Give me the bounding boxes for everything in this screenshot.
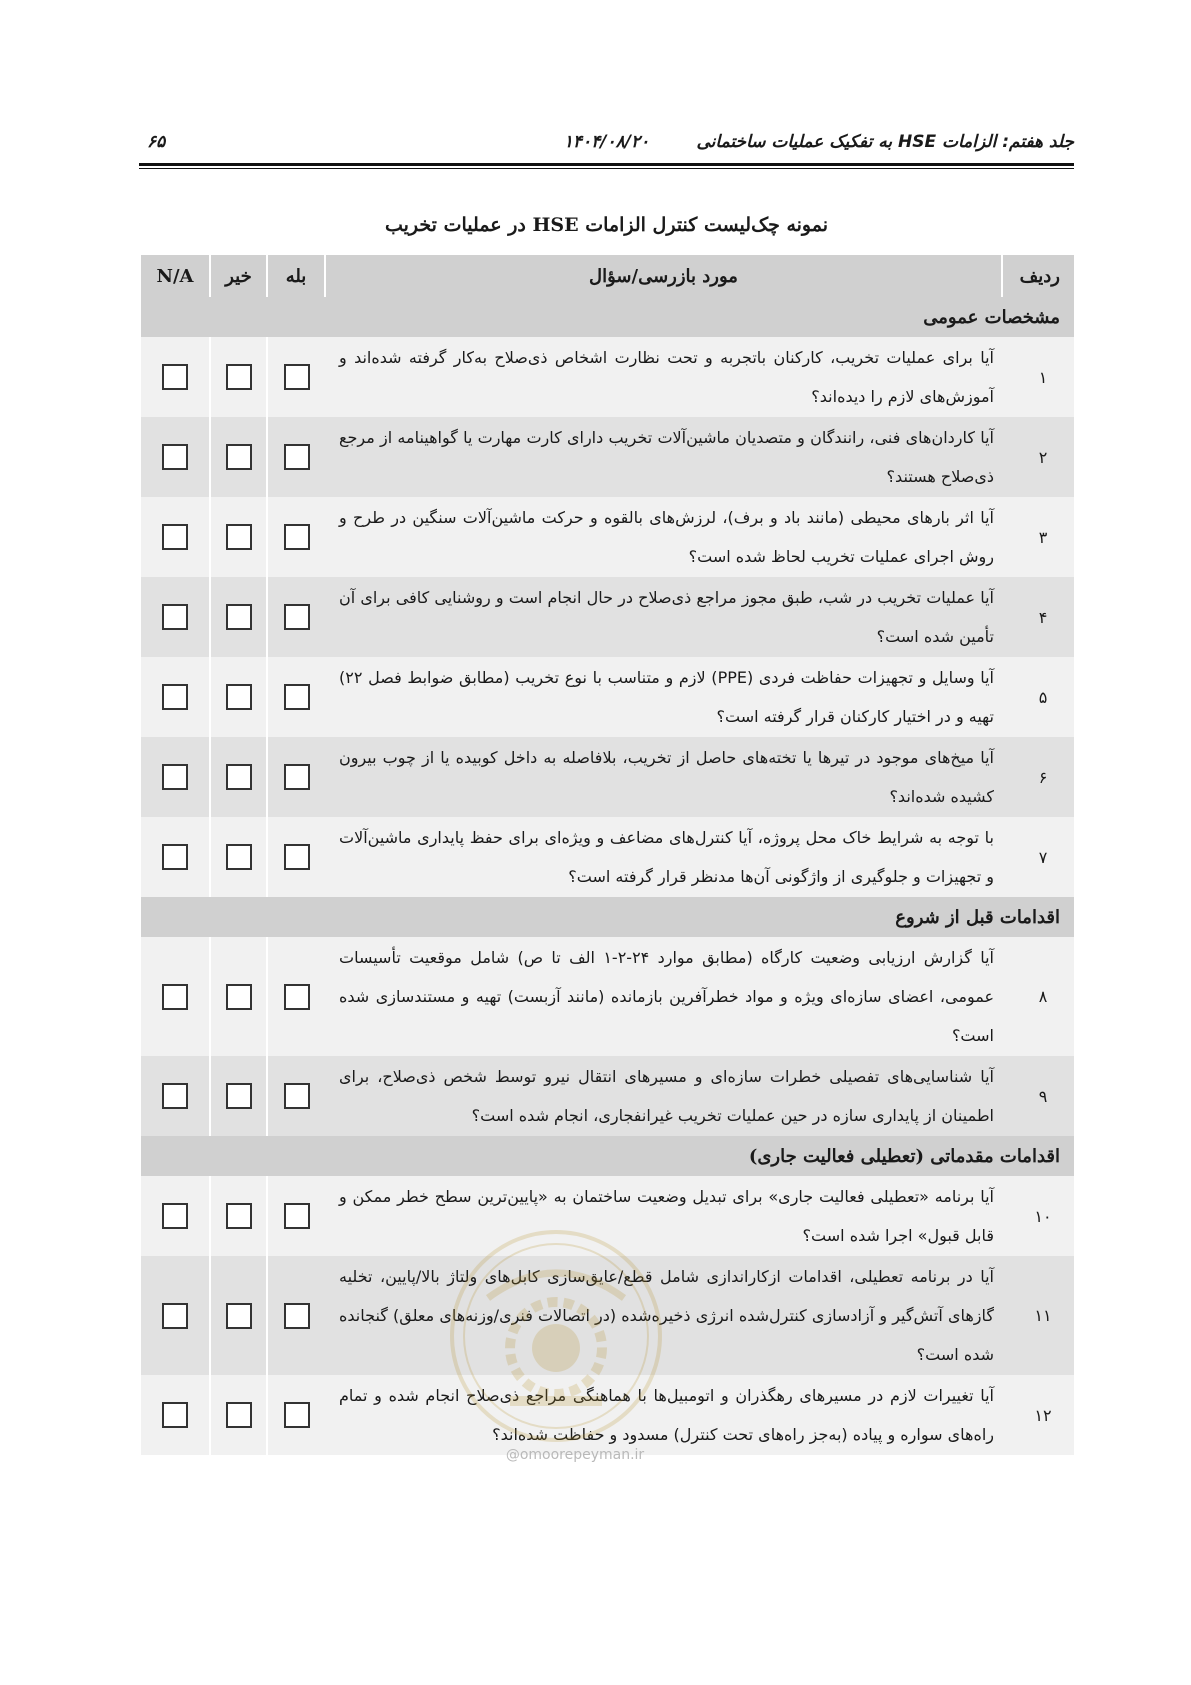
column-header-no: خیر [210, 255, 267, 297]
page-number: ۶۵ [147, 132, 166, 152]
na-checkbox[interactable] [162, 604, 188, 630]
row-number: ۳ [1002, 497, 1074, 577]
row-number: ۲ [1002, 417, 1074, 497]
table-row [141, 817, 1074, 897]
table-row [141, 1375, 1074, 1455]
watermark-url: @omoorepeyman.ir [505, 1447, 645, 1463]
no-checkbox[interactable] [226, 524, 252, 550]
yes-checkbox[interactable] [284, 844, 310, 870]
yes-checkbox[interactable] [284, 1203, 310, 1229]
column-header-question: مورد بازرسی/سؤال [325, 255, 1002, 297]
running-header [139, 128, 1074, 158]
checklist-title: نمونه چک‌لیست کنترل الزامات HSE در عملیات تخریب [384, 214, 829, 236]
section-row [141, 897, 1074, 937]
book-title: جلد هفتم: الزامات HSE به تفکیک عملیات ساختمانی [696, 132, 1074, 152]
na-checkbox[interactable] [162, 1402, 188, 1428]
question-text: آیا برنامه «تعطیلی فعالیت جاری» برای تبدیل وضعیت ساختمان به «پایین‌ترین سطح خطر ممکن و قابل قبول» اجرا شده است؟ [339, 1187, 994, 1245]
na-checkbox[interactable] [162, 364, 188, 390]
yes-checkbox[interactable] [284, 524, 310, 550]
na-checkbox[interactable] [162, 844, 188, 870]
no-checkbox[interactable] [226, 984, 252, 1010]
table-row [141, 417, 1074, 497]
table-row [141, 1176, 1074, 1256]
table-row [141, 577, 1074, 657]
no-checkbox[interactable] [226, 844, 252, 870]
na-checkbox[interactable] [162, 764, 188, 790]
section-row [141, 297, 1074, 337]
no-checkbox[interactable] [226, 444, 252, 470]
row-number: ۸ [1002, 937, 1074, 1056]
yes-checkbox[interactable] [284, 604, 310, 630]
section-title-general: مشخصات عمومی [923, 306, 1060, 328]
question-text: آیا گزارش ارزیابی وضعیت کارگاه (مطابق موارد ۲۴-۲-۱ الف تا ص) شامل موقعیت تأسیسات عمومی، اعضای سازه‌ای ویژه و مواد خطرآفرین بازمانده (مانند آزبست) تهیه و مستندسازی شده است؟ [339, 948, 994, 1045]
section-row [141, 1136, 1074, 1176]
column-header-row-number: ردیف [1002, 255, 1074, 297]
question-text: آیا عملیات تخریب در شب، طبق مجوز مراجع ذی‌صلاح در حال انجام است و روشنایی کافی برای آن تأمین شده است؟ [339, 588, 994, 646]
header-rule-thin [139, 168, 1074, 169]
no-checkbox[interactable] [226, 1083, 252, 1109]
no-checkbox[interactable] [226, 764, 252, 790]
table-row [141, 497, 1074, 577]
row-number: ۶ [1002, 737, 1074, 817]
issue-date: ۱۴۰۴/۰۸/۲۰ [563, 132, 650, 152]
table-row [141, 657, 1074, 737]
column-header-na: N/A [156, 265, 194, 287]
checklist-table [141, 255, 1074, 1455]
table-row [141, 337, 1074, 417]
yes-checkbox[interactable] [284, 1402, 310, 1428]
yes-checkbox[interactable] [284, 684, 310, 710]
row-number: ۱۰ [1002, 1176, 1074, 1256]
section-title-shutdown: اقدامات مقدماتی (تعطیلی فعالیت جاری) [748, 1145, 1060, 1167]
no-checkbox[interactable] [226, 684, 252, 710]
na-checkbox[interactable] [162, 984, 188, 1010]
yes-checkbox[interactable] [284, 444, 310, 470]
header-rule [139, 163, 1074, 166]
row-number: ۱۲ [1002, 1375, 1074, 1455]
yes-checkbox[interactable] [284, 984, 310, 1010]
column-header-yes: بله [267, 255, 325, 297]
table-row [141, 1056, 1074, 1136]
table-row [141, 1256, 1074, 1375]
yes-checkbox[interactable] [284, 764, 310, 790]
na-checkbox[interactable] [162, 1203, 188, 1229]
na-checkbox[interactable] [162, 684, 188, 710]
no-checkbox[interactable] [226, 364, 252, 390]
table-row [141, 937, 1074, 1056]
question-text: آیا برای عملیات تخریب، کارکنان باتجربه و تحت نظارت اشخاص ذی‌صلاح به‌کار گرفته شده‌اند و آموزش‌های لازم را دیده‌اند؟ [339, 348, 994, 406]
no-checkbox[interactable] [226, 1303, 252, 1329]
row-number: ۷ [1002, 817, 1074, 897]
yes-checkbox[interactable] [284, 1083, 310, 1109]
no-checkbox[interactable] [226, 604, 252, 630]
question-text: آیا تغییرات لازم در مسیرهای رهگذران و اتومبیل‌ها با هماهنگی مراجع ذی‌صلاح انجام شده و تمام راه‌های سواره و پیاده (به‌جز راه‌های تحت کنترل) مسدود و حفاظت شده‌اند؟ [339, 1386, 994, 1444]
question-text: آیا کاردان‌های فنی، رانندگان و متصدیان ماشین‌آلات تخریب دارای کارت مهارت یا گواهینامه از مرجع ذی‌صلاح هستند؟ [339, 428, 994, 486]
na-checkbox[interactable] [162, 444, 188, 470]
no-checkbox[interactable] [226, 1402, 252, 1428]
row-number: ۱ [1002, 337, 1074, 417]
row-number: ۱۱ [1002, 1256, 1074, 1375]
row-number: ۹ [1002, 1056, 1074, 1136]
question-text: آیا شناسایی‌های تفصیلی خطرات سازه‌ای و مسیرهای انتقال نیرو توسط شخص ذی‌صلاح، برای اطمینان از پایداری سازه در حین عملیات تخریب غیرانفجاری، انجام شده است؟ [339, 1067, 994, 1125]
question-text: آیا وسایل و تجهیزات حفاظت فردی (PPE) لازم و متناسب با نوع تخریب (مطابق ضوابط فصل ۲۲) تهیه و در اختیار کارکنان قرار گرفته است؟ [339, 668, 995, 726]
table-header-row [141, 255, 1074, 297]
yes-checkbox[interactable] [284, 1303, 310, 1329]
question-text: آیا اثر بارهای محیطی (مانند باد و برف)، لرزش‌های بالقوه و حرکت ماشین‌آلات سنگین در طرح و روش اجرای عملیات تخریب لحاظ شده است؟ [339, 508, 994, 566]
row-number: ۴ [1002, 577, 1074, 657]
question-text: آیا در برنامه تعطیلی، اقدامات ازکاراندازی شامل قطع/عایق‌سازی کابل‌های ولتاژ بالا/پایین، تخلیه گازهای آتش‌گیر و آزادسازی کنترل‌شده انرژی ذخیره‌شده (در اتصالات فنری/وزنه‌های معلق) گنجانده شده است؟ [339, 1267, 994, 1364]
question-text: با توجه به شرایط خاک محل پروژه، آیا کنترل‌های مضاعف و ویژه‌ای برای حفظ پایداری ماشین‌آلات و تجهیزات و جلوگیری از واژگونی آن‌ها مدنظر قرار گرفته است؟ [339, 828, 994, 886]
row-number: ۵ [1002, 657, 1074, 737]
na-checkbox[interactable] [162, 524, 188, 550]
table-row [141, 737, 1074, 817]
yes-checkbox[interactable] [284, 364, 310, 390]
na-checkbox[interactable] [162, 1303, 188, 1329]
section-title-pre-start: اقدامات قبل از شروع [895, 906, 1060, 928]
question-text: آیا میخ‌های موجود در تیرها یا تخته‌های حاصل از تخریب، بلافاصله به داخل کوبیده یا از چوب بیرون کشیده شده‌اند؟ [339, 748, 994, 806]
no-checkbox[interactable] [226, 1203, 252, 1229]
na-checkbox[interactable] [162, 1083, 188, 1109]
